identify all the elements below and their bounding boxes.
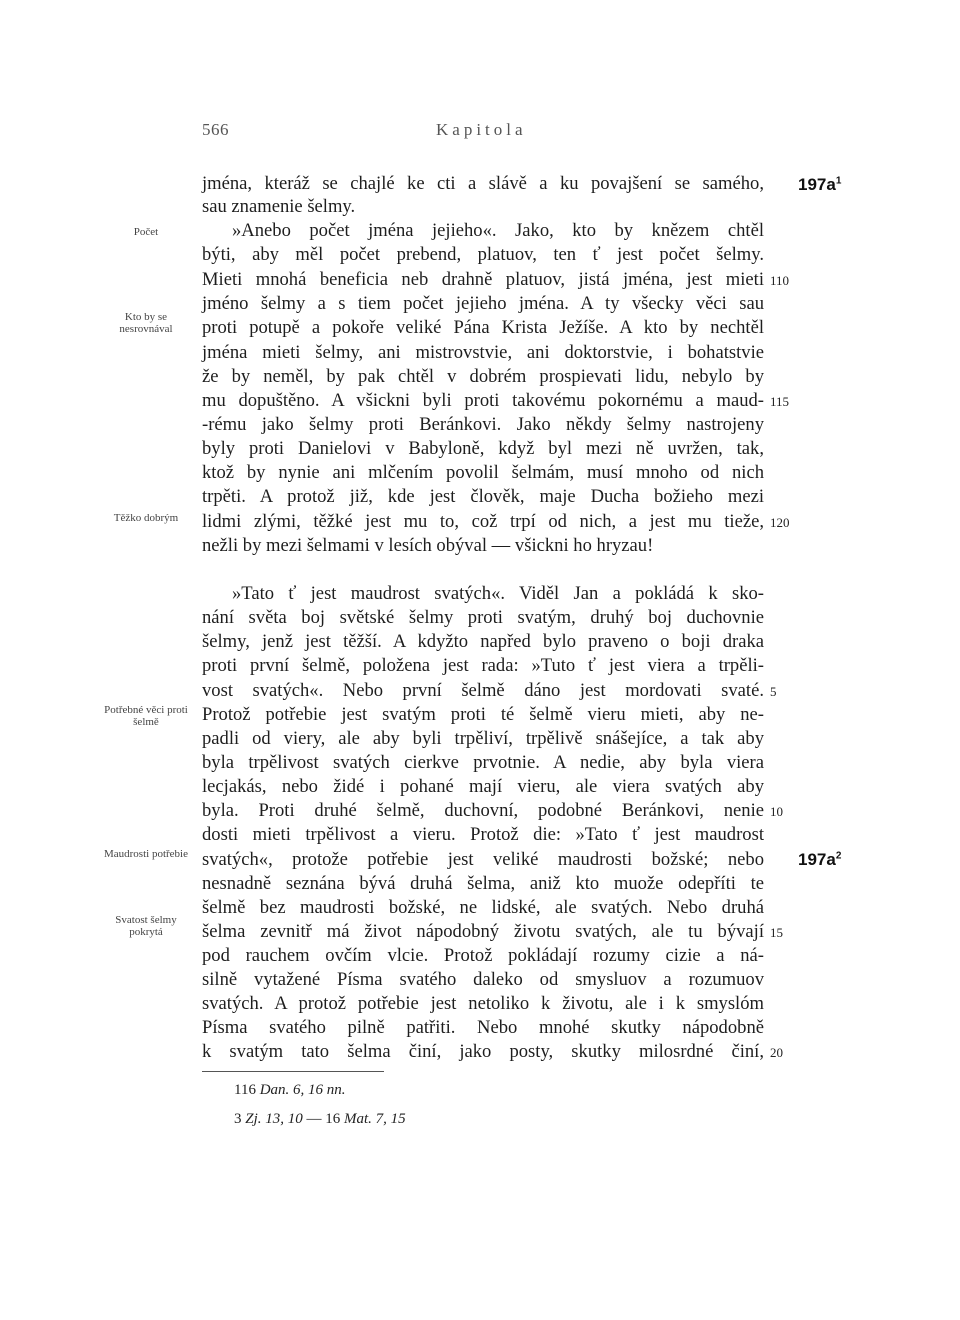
text-line: proti potupě a pokoře veliké Pána Krista Ježíše. A kto by nechtěl <box>202 317 764 338</box>
text-line: silně vytažené Písma svatého daleko od smysluov a rozumuov <box>202 969 764 990</box>
text-line: padli od viery, ale aby byli trpěliví, trpělivě snášejíce, a tak aby <box>202 728 764 749</box>
text-line: šelmě bez maudrosti božské, ne lidské, ale svatých. Nebo druhá <box>202 897 764 918</box>
side-note-maudrosti: Maudrosti potřebie <box>103 848 188 860</box>
text-line: šelmy, jenž jest těžší. A kdyžto napřed bylo praveno o boji draka <box>202 631 764 652</box>
text-line: býti, aby měl počet prebend, platuov, ten ť jest počet šelmy. <box>202 244 764 265</box>
side-note-tezko: Těžko dobrým <box>113 512 179 524</box>
text-line: nesnadně seznána bývá druhá šelma, aniž kto muože odepříti te <box>202 873 764 894</box>
footnote: 3 Zj. 13, 10 — 16 Mat. 7, 15 <box>234 1111 406 1127</box>
text-line: lecjakás, nebo židé i pohané mají vieru, ale viera svatých aby <box>202 776 764 797</box>
text-line: mu dopuštěno. A všickni byli proti takovému pokornému a maud- <box>202 390 764 411</box>
line-number: 110 <box>770 273 790 288</box>
text-line: Písma svatého pilně patřiti. Nebo mnohé skutky nápodobně <box>202 1017 764 1038</box>
text-line: byly proti Danielovi v Babyloně, když byl mezi ně uvržen, tak, <box>202 438 764 459</box>
text-line: svatých«, protože potřebie jest veliké maudrosti božské; nebo <box>202 849 764 870</box>
line-number: 115 <box>770 394 790 409</box>
folio-reference: $197a^2$ <box>798 850 842 869</box>
line-number: 120 <box>770 515 790 530</box>
text-line: ktož by nynie ani mlčením povolil šelmám, musí mnoho od nich <box>202 462 764 483</box>
text-line: jméno šelmy a s tiem počet jejieho jména. A ty všecky věci sau <box>202 293 764 314</box>
text-line: Protož potřebie jest svatým proti té šelmě vieru mieti, aby ne- <box>202 704 764 725</box>
line-number: 15 <box>770 925 783 940</box>
text-line: -rému jako šelmy proti Beránkovi. Jako někdy šelmy nastrojeny <box>202 414 764 435</box>
side-note-kto-by: Kto by se nesrovnával <box>119 311 173 335</box>
text-line: byla. Proti druhé šelmě, duchovní, podobné Beránkovi, nenie <box>202 800 764 821</box>
text-line: svatých. A protož potřebie jest netoliko k životu, ale i k smyslóm <box>202 993 764 1014</box>
page-number: 566 <box>202 120 229 139</box>
text-line: že by neměl, by pak chtěl v dobrém prospievati lidu, nebylo by <box>202 366 764 387</box>
line-number: 5 <box>770 684 777 699</box>
text-line: pod rauchem ovčím vlcie. Protož pokládají rozumy cizie a ná- <box>202 945 764 966</box>
text-line: »Tato ť jest maudrost svatých«. Viděl Jan a pokládá k sko- <box>232 583 764 604</box>
text-line: proti první šelmě, položena jest rada: »Tuto ť jest viera a trpěli- <box>202 655 764 676</box>
text-line: »Anebo počet jména jejieho«. Jako, kto by knězem chtěl <box>232 220 764 241</box>
text-line: byla trpělivost svatých cierkve prvotnie. A nedie, aby byla viera <box>202 752 764 773</box>
text-line: dosti mieti trpělivost a vieru. Protož die: »Tato ť jest maudrost <box>202 824 764 845</box>
chapter-title: Kapitola <box>436 120 527 139</box>
text-line: lidmi zlými, těžké jest mu to, což trpí od nich, a jest mu tieže, <box>202 511 764 532</box>
text-line: nežli by mezi šelmami v lesích obýval — všickni ho hryzau! <box>202 535 654 556</box>
line-number: 10 <box>770 804 783 819</box>
text-line: vost svatých«. Nebo první šelmě dáno jest mordovati svaté. <box>202 680 764 701</box>
line-number: 20 <box>770 1045 783 1060</box>
text-line: šelma zevnitř má život nápodobný životu svatých, ale tu bývají <box>202 921 764 942</box>
footnote-rule <box>202 1071 384 1072</box>
text-line: nání světa boj světské šelmy proti svatým, druhý boj duchovnie <box>202 607 764 628</box>
side-note-potrebne: Potřebné věci proti šelmě <box>104 704 188 728</box>
text-line: k svatým tato šelma činí, jako posty, skutky milosrdné činí, <box>202 1041 764 1062</box>
side-note-svatost: Svatost šelmy pokrytá <box>115 914 177 938</box>
folio-reference: $197a^1$ <box>798 175 842 194</box>
text-line: sau znamenie šelmy. <box>202 196 356 217</box>
text-line: Mieti mnohá beneficia neb drahně platuov, jistá jména, jest mieti <box>202 269 764 290</box>
footnote: 116 Dan. 6, 16 nn. <box>234 1082 346 1098</box>
text-line: trpěti. A protož již, kde jest člověk, maje Ducha božieho mezi <box>202 486 764 507</box>
text-line: jména, kteráž se chajlé ke cti a slávě a ku povajšení se samého, <box>202 173 764 194</box>
side-note-pocet: Počet <box>133 226 159 238</box>
text-line: jména mieti šelmy, ani mistrovstvie, ani doktorstvie, i bohatstvie <box>202 342 764 363</box>
